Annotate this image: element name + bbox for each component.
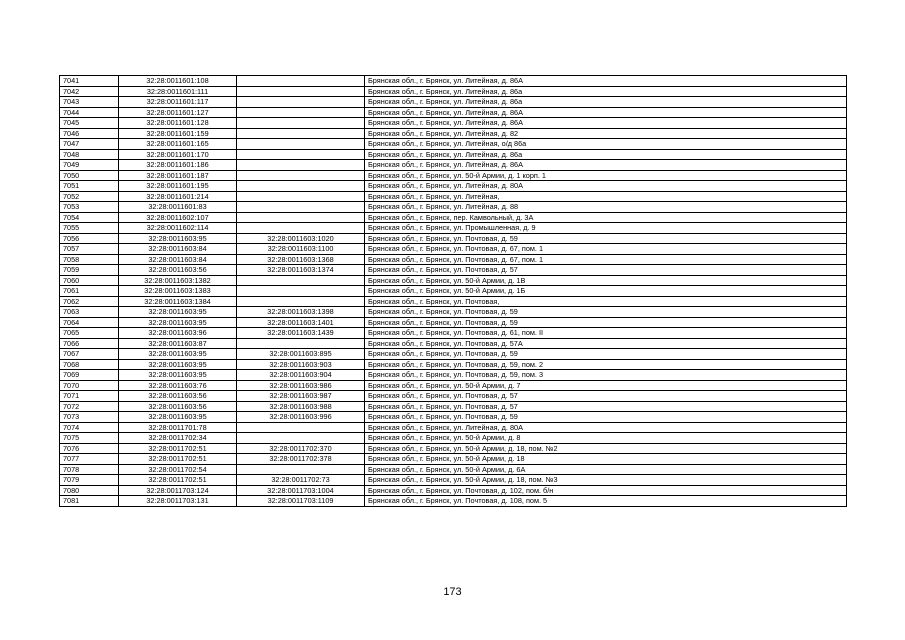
premises-cadastral-number-cell: 32:28:0011703:1004 — [237, 485, 365, 496]
address-cell: Брянская обл., г. Брянск, ул. Промышленная, д. 9 — [365, 223, 847, 234]
cadastral-number-cell: 32:28:0011603:95 — [119, 412, 237, 423]
table-row — [60, 86, 847, 97]
row-number-cell: 7074 — [60, 422, 119, 433]
table-row — [60, 412, 847, 423]
premises-cadastral-number-cell — [237, 191, 365, 202]
row-number-cell: 7041 — [60, 76, 119, 87]
row-number-cell: 7069 — [60, 370, 119, 381]
table-row — [60, 433, 847, 444]
cadastral-number-cell: 32:28:0011602:114 — [119, 223, 237, 234]
premises-cadastral-number-cell — [237, 464, 365, 475]
row-number-cell: 7055 — [60, 223, 119, 234]
cadastral-number-cell: 32:28:0011601:108 — [119, 76, 237, 87]
premises-cadastral-number-cell: 32:28:0011603:987 — [237, 391, 365, 402]
table-row — [60, 317, 847, 328]
address-cell: Брянская обл., г. Брянск, ул. Литейная, д. 86А — [365, 160, 847, 171]
table-row — [60, 181, 847, 192]
address-cell: Брянская обл., г. Брянск, ул. 50-й Армии, д. 6А — [365, 464, 847, 475]
cadastral-number-cell: 32:28:0011601:214 — [119, 191, 237, 202]
table-row — [60, 265, 847, 276]
registry-table-container — [59, 75, 847, 507]
table-row — [60, 191, 847, 202]
cadastral-number-cell: 32:28:0011601:83 — [119, 202, 237, 213]
address-cell: Брянская обл., г. Брянск, ул. Почтовая, д. 57 — [365, 401, 847, 412]
row-number-cell: 7068 — [60, 359, 119, 370]
premises-cadastral-number-cell: 32:28:0011603:1374 — [237, 265, 365, 276]
table-row — [60, 76, 847, 87]
row-number-cell: 7052 — [60, 191, 119, 202]
registry-table-body — [60, 76, 847, 507]
premises-cadastral-number-cell — [237, 275, 365, 286]
table-row — [60, 443, 847, 454]
address-cell: Брянская обл., г. Брянск, ул. Литейная, д. 82 — [365, 128, 847, 139]
cadastral-number-cell: 32:28:0011601:127 — [119, 107, 237, 118]
premises-cadastral-number-cell — [237, 223, 365, 234]
row-number-cell: 7062 — [60, 296, 119, 307]
row-number-cell: 7043 — [60, 97, 119, 108]
table-row — [60, 401, 847, 412]
premises-cadastral-number-cell — [237, 422, 365, 433]
cadastral-number-cell: 32:28:0011601:165 — [119, 139, 237, 150]
table-row — [60, 233, 847, 244]
address-cell: Брянская обл., г. Брянск, ул. Почтовая, д. 102, пом. б/н — [365, 485, 847, 496]
cadastral-number-cell: 32:28:0011603:1383 — [119, 286, 237, 297]
cadastral-number-cell: 32:28:0011602:107 — [119, 212, 237, 223]
address-cell: Брянская обл., г. Брянск, ул. 50-й Армии, д. 1 корп. 1 — [365, 170, 847, 181]
table-row — [60, 485, 847, 496]
premises-cadastral-number-cell: 32:28:0011603:988 — [237, 401, 365, 412]
cadastral-number-cell: 32:28:0011603:87 — [119, 338, 237, 349]
table-row — [60, 244, 847, 255]
cadastral-number-cell: 32:28:0011603:84 — [119, 254, 237, 265]
cadastral-number-cell: 32:28:0011601:186 — [119, 160, 237, 171]
address-cell: Брянская обл., г. Брянск, ул. Почтовая, д. 57А — [365, 338, 847, 349]
table-row — [60, 139, 847, 150]
premises-cadastral-number-cell: 32:28:0011603:895 — [237, 349, 365, 360]
address-cell: Брянская обл., г. Брянск, ул. Литейная, д. 86А — [365, 107, 847, 118]
page-number: 173 — [443, 586, 462, 598]
table-row — [60, 370, 847, 381]
premises-cadastral-number-cell: 32:28:0011603:904 — [237, 370, 365, 381]
premises-cadastral-number-cell — [237, 181, 365, 192]
address-cell: Брянская обл., г. Брянск, ул. Литейная, д. 86А — [365, 76, 847, 87]
cadastral-number-cell: 32:28:0011603:56 — [119, 401, 237, 412]
row-number-cell: 7077 — [60, 454, 119, 465]
row-number-cell: 7067 — [60, 349, 119, 360]
row-number-cell: 7071 — [60, 391, 119, 402]
premises-cadastral-number-cell: 32:28:0011603:1401 — [237, 317, 365, 328]
address-cell: Брянская обл., г. Брянск, ул. Почтовая, д. 59 — [365, 317, 847, 328]
row-number-cell: 7072 — [60, 401, 119, 412]
table-row — [60, 223, 847, 234]
table-row — [60, 160, 847, 171]
premises-cadastral-number-cell — [237, 286, 365, 297]
row-number-cell: 7049 — [60, 160, 119, 171]
premises-cadastral-number-cell: 32:28:0011603:1100 — [237, 244, 365, 255]
row-number-cell: 7045 — [60, 118, 119, 129]
table-row — [60, 359, 847, 370]
premises-cadastral-number-cell: 32:28:0011603:986 — [237, 380, 365, 391]
premises-cadastral-number-cell — [237, 212, 365, 223]
premises-cadastral-number-cell: 32:28:0011603:903 — [237, 359, 365, 370]
cadastral-number-cell: 32:28:0011601:128 — [119, 118, 237, 129]
premises-cadastral-number-cell — [237, 296, 365, 307]
table-row — [60, 349, 847, 360]
cadastral-number-cell: 32:28:0011703:131 — [119, 496, 237, 507]
address-cell: Брянская обл., г. Брянск, ул. Литейная, — [365, 191, 847, 202]
cadastral-number-cell: 32:28:0011601:195 — [119, 181, 237, 192]
premises-cadastral-number-cell — [237, 76, 365, 87]
address-cell: Брянская обл., г. Брянск, пер. Камвольный, д. 3А — [365, 212, 847, 223]
table-row — [60, 328, 847, 339]
table-row — [60, 338, 847, 349]
address-cell: Брянская обл., г. Брянск, ул. Почтовая, д. 59 — [365, 307, 847, 318]
cadastral-number-cell: 32:28:0011603:95 — [119, 349, 237, 360]
premises-cadastral-number-cell — [237, 128, 365, 139]
table-row — [60, 128, 847, 139]
cadastral-number-cell: 32:28:0011702:51 — [119, 443, 237, 454]
premises-cadastral-number-cell: 32:28:0011702:370 — [237, 443, 365, 454]
cadastral-number-cell: 32:28:0011603:95 — [119, 233, 237, 244]
row-number-cell: 7058 — [60, 254, 119, 265]
table-row — [60, 496, 847, 507]
row-number-cell: 7053 — [60, 202, 119, 213]
premises-cadastral-number-cell — [237, 97, 365, 108]
address-cell: Брянская обл., г. Брянск, ул. Почтовая, д. 59 — [365, 412, 847, 423]
row-number-cell: 7056 — [60, 233, 119, 244]
premises-cadastral-number-cell — [237, 202, 365, 213]
row-number-cell: 7081 — [60, 496, 119, 507]
address-cell: Брянская обл., г. Брянск, ул. 50-й Армии, д. 18, пом. №2 — [365, 443, 847, 454]
cadastral-number-cell: 32:28:0011603:95 — [119, 317, 237, 328]
row-number-cell: 7065 — [60, 328, 119, 339]
table-row — [60, 202, 847, 213]
table-row — [60, 391, 847, 402]
address-cell: Брянская обл., г. Брянск, ул. 50-й Армии, д. 1Б — [365, 286, 847, 297]
premises-cadastral-number-cell: 32:28:0011603:996 — [237, 412, 365, 423]
address-cell: Брянская обл., г. Брянск, ул. Почтовая, д. 59, пом. 2 — [365, 359, 847, 370]
table-row — [60, 275, 847, 286]
address-cell: Брянская обл., г. Брянск, ул. Литейная, д. 86а — [365, 86, 847, 97]
address-cell: Брянская обл., г. Брянск, ул. 50-й Армии, д. 18, пом. №3 — [365, 475, 847, 486]
premises-cadastral-number-cell: 32:28:0011603:1439 — [237, 328, 365, 339]
row-number-cell: 7076 — [60, 443, 119, 454]
cadastral-number-cell: 32:28:0011603:1384 — [119, 296, 237, 307]
cadastral-number-cell: 32:28:0011601:117 — [119, 97, 237, 108]
registry-table — [59, 75, 847, 507]
table-row — [60, 254, 847, 265]
premises-cadastral-number-cell — [237, 139, 365, 150]
address-cell: Брянская обл., г. Брянск, ул. Почтовая, д. 57 — [365, 391, 847, 402]
cadastral-number-cell: 32:28:0011702:51 — [119, 475, 237, 486]
address-cell: Брянская обл., г. Брянск, ул. 50-й Армии, д. 1В — [365, 275, 847, 286]
cadastral-number-cell: 32:28:0011603:76 — [119, 380, 237, 391]
premises-cadastral-number-cell — [237, 160, 365, 171]
premises-cadastral-number-cell — [237, 118, 365, 129]
address-cell: Брянская обл., г. Брянск, ул. 50-й Армии, д. 7 — [365, 380, 847, 391]
row-number-cell: 7047 — [60, 139, 119, 150]
premises-cadastral-number-cell: 32:28:0011702:378 — [237, 454, 365, 465]
address-cell: Брянская обл., г. Брянск, ул. Литейная, д. 86А — [365, 118, 847, 129]
address-cell: Брянская обл., г. Брянск, ул. 50-й Армии, д. 8 — [365, 433, 847, 444]
cadastral-number-cell: 32:28:0011702:34 — [119, 433, 237, 444]
cadastral-number-cell: 32:28:0011603:96 — [119, 328, 237, 339]
row-number-cell: 7051 — [60, 181, 119, 192]
address-cell: Брянская обл., г. Брянск, ул. Почтовая, д. 59 — [365, 349, 847, 360]
cadastral-number-cell: 32:28:0011702:51 — [119, 454, 237, 465]
table-row — [60, 286, 847, 297]
address-cell: Брянская обл., г. Брянск, ул. 50-й Армии, д. 18 — [365, 454, 847, 465]
cadastral-number-cell: 32:28:0011603:84 — [119, 244, 237, 255]
cadastral-number-cell: 32:28:0011603:95 — [119, 307, 237, 318]
row-number-cell: 7064 — [60, 317, 119, 328]
premises-cadastral-number-cell: 32:28:0011703:1109 — [237, 496, 365, 507]
row-number-cell: 7066 — [60, 338, 119, 349]
address-cell: Брянская обл., г. Брянск, ул. Литейная, д. 80А — [365, 422, 847, 433]
row-number-cell: 7057 — [60, 244, 119, 255]
address-cell: Брянская обл., г. Брянск, ул. Литейная, д. 80А — [365, 181, 847, 192]
address-cell: Брянская обл., г. Брянск, ул. Почтовая, д. 67, пом. 1 — [365, 254, 847, 265]
row-number-cell: 7079 — [60, 475, 119, 486]
table-row — [60, 296, 847, 307]
row-number-cell: 7050 — [60, 170, 119, 181]
cadastral-number-cell: 32:28:0011601:159 — [119, 128, 237, 139]
address-cell: Брянская обл., г. Брянск, ул. Литейная, д. 86а — [365, 149, 847, 160]
address-cell: Брянская обл., г. Брянск, ул. Литейная, д. 88 — [365, 202, 847, 213]
premises-cadastral-number-cell — [237, 149, 365, 160]
table-row — [60, 464, 847, 475]
address-cell: Брянская обл., г. Брянск, ул. Почтовая, д. 108, пом. 5 — [365, 496, 847, 507]
row-number-cell: 7054 — [60, 212, 119, 223]
premises-cadastral-number-cell: 32:28:0011603:1398 — [237, 307, 365, 318]
row-number-cell: 7080 — [60, 485, 119, 496]
address-cell: Брянская обл., г. Брянск, ул. Литейная, о/д 86а — [365, 139, 847, 150]
cadastral-number-cell: 32:28:0011603:56 — [119, 265, 237, 276]
premises-cadastral-number-cell: 32:28:0011603:1368 — [237, 254, 365, 265]
row-number-cell: 7046 — [60, 128, 119, 139]
cadastral-number-cell: 32:28:0011601:187 — [119, 170, 237, 181]
address-cell: Брянская обл., г. Брянск, ул. Почтовая, д. 57 — [365, 265, 847, 276]
row-number-cell: 7061 — [60, 286, 119, 297]
row-number-cell: 7073 — [60, 412, 119, 423]
cadastral-number-cell: 32:28:0011703:124 — [119, 485, 237, 496]
table-row — [60, 380, 847, 391]
table-row — [60, 212, 847, 223]
cadastral-number-cell: 32:28:0011601:170 — [119, 149, 237, 160]
table-row — [60, 107, 847, 118]
row-number-cell: 7070 — [60, 380, 119, 391]
row-number-cell: 7078 — [60, 464, 119, 475]
cadastral-number-cell: 32:28:0011603:95 — [119, 370, 237, 381]
address-cell: Брянская обл., г. Брянск, ул. Почтовая, д. 59 — [365, 233, 847, 244]
row-number-cell: 7063 — [60, 307, 119, 318]
premises-cadastral-number-cell — [237, 107, 365, 118]
cadastral-number-cell: 32:28:0011603:1382 — [119, 275, 237, 286]
table-row — [60, 97, 847, 108]
table-row — [60, 170, 847, 181]
row-number-cell: 7059 — [60, 265, 119, 276]
address-cell: Брянская обл., г. Брянск, ул. Почтовая, д. 61, пом. II — [365, 328, 847, 339]
table-row — [60, 307, 847, 318]
cadastral-number-cell: 32:28:0011603:95 — [119, 359, 237, 370]
premises-cadastral-number-cell — [237, 170, 365, 181]
address-cell: Брянская обл., г. Брянск, ул. Почтовая, д. 67, пом. 1 — [365, 244, 847, 255]
address-cell: Брянская обл., г. Брянск, ул. Почтовая, — [365, 296, 847, 307]
premises-cadastral-number-cell — [237, 433, 365, 444]
address-cell: Брянская обл., г. Брянск, ул. Литейная, д. 86а — [365, 97, 847, 108]
address-cell: Брянская обл., г. Брянск, ул. Почтовая, д. 59, пом. 3 — [365, 370, 847, 381]
row-number-cell: 7075 — [60, 433, 119, 444]
table-row — [60, 422, 847, 433]
premises-cadastral-number-cell — [237, 338, 365, 349]
table-row — [60, 118, 847, 129]
row-number-cell: 7048 — [60, 149, 119, 160]
table-row — [60, 475, 847, 486]
premises-cadastral-number-cell: 32:28:0011702:73 — [237, 475, 365, 486]
table-row — [60, 149, 847, 160]
row-number-cell: 7044 — [60, 107, 119, 118]
cadastral-number-cell: 32:28:0011601:111 — [119, 86, 237, 97]
table-row — [60, 454, 847, 465]
cadastral-number-cell: 32:28:0011702:54 — [119, 464, 237, 475]
cadastral-number-cell: 32:28:0011603:56 — [119, 391, 237, 402]
cadastral-number-cell: 32:28:0011701:78 — [119, 422, 237, 433]
row-number-cell: 7042 — [60, 86, 119, 97]
row-number-cell: 7060 — [60, 275, 119, 286]
premises-cadastral-number-cell — [237, 86, 365, 97]
premises-cadastral-number-cell: 32:28:0011603:1020 — [237, 233, 365, 244]
